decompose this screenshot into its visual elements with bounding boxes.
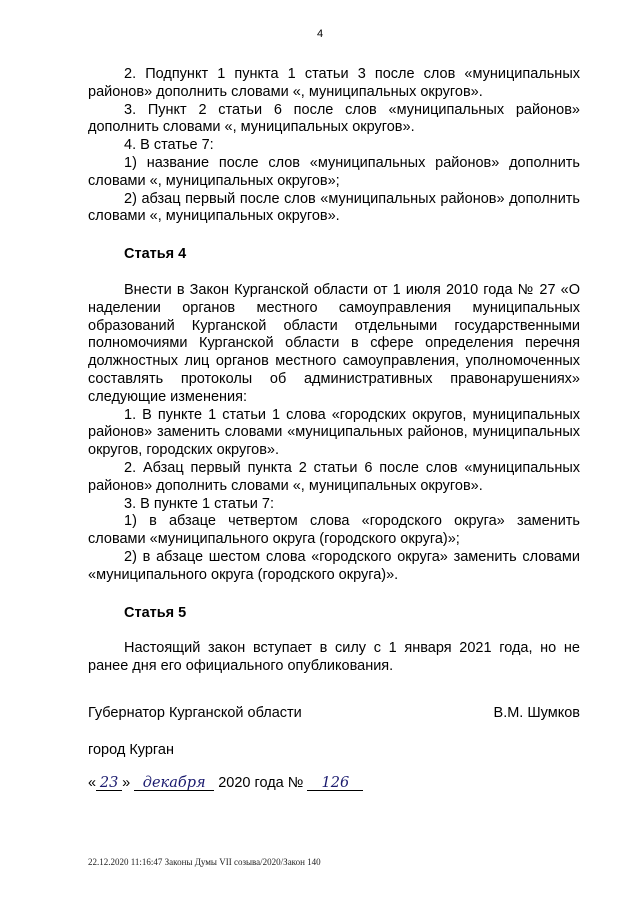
article-4-item-1: 1. В пункте 1 статьи 1 слова «городских округов, муниципальных районов» заменить словами «муниципальных районов, муниципальных округов, городских округов». [88, 406, 580, 459]
article-4-item-3-1: 1) в абзаце четвертом слова «городского округа» заменить словами «муниципального округа (городского округа)»; [88, 513, 580, 548]
date-year-text: 2020 года № [218, 775, 304, 791]
signatory-name: В.М. Шумков [493, 705, 580, 721]
date-close-quote: » [122, 775, 131, 791]
paragraph-4-2: 2) абзац первый после слов «муниципальных районов» дополнить словами «, муниципальных округов». [88, 190, 580, 225]
footer-stamp: 22.12.2020 11:16:47 Законы Думы VII созыва/2020/Закон 140 [88, 857, 321, 867]
article-5-text: Настоящий закон вступает в силу с 1 января 2021 года, но не ранее дня его официального опубликования. [88, 640, 580, 675]
page-number: 4 [316, 28, 324, 40]
article-4-heading: Статья 4 [124, 246, 187, 263]
article-4-intro: Внести в Закон Курганской области от 1 июля 2010 года № 27 «О наделении органов местного самоуправления муниципальных образований Курганской области отдельными государственными полномочиями Курганской области в сфере определения перечня должностных лиц органов местного самоуправления, уполномоченных составлять протоколы об административных правонарушениях» следующие изменения: [88, 281, 580, 405]
paragraph-4-1: 1) название после слов «муниципальных районов» дополнить словами «, муниципальных округов»; [88, 154, 580, 189]
paragraph-2: 2. Подпункт 1 пункта 1 статьи 3 после слов «муниципальных районов» дополнить словами «, муниципальных округов». [88, 66, 580, 100]
date-month-handwritten: декабря [134, 776, 214, 791]
article-4-item-3: 3. В пункте 1 статьи 7: [124, 495, 274, 512]
paragraph-3: 3. Пункт 2 статьи 6 после слов «муниципальных районов» дополнить словами «, муниципальных округов». [88, 101, 580, 136]
article-5-heading: Статья 5 [124, 604, 187, 621]
law-number-handwritten: 126 [307, 776, 363, 791]
article-4-item-3-2: 2) в абзаце шестом слова «городского округа» заменить словами «муниципального округа (городского округа)». [88, 548, 580, 583]
city-line: город Курган [88, 742, 174, 758]
article-4-item-2: 2. Абзац первый пункта 2 статьи 6 после слов «муниципальных районов» дополнить словами «, муниципальных округов». [88, 459, 580, 494]
date-open-quote: « [88, 775, 97, 791]
document-body [88, 66, 580, 676]
signatory-position: Губернатор Курганской области [88, 705, 302, 721]
paragraph-4: 4. В статье 7: [124, 137, 214, 154]
date-day-handwritten: 23 [96, 776, 122, 791]
date-line [88, 775, 363, 791]
